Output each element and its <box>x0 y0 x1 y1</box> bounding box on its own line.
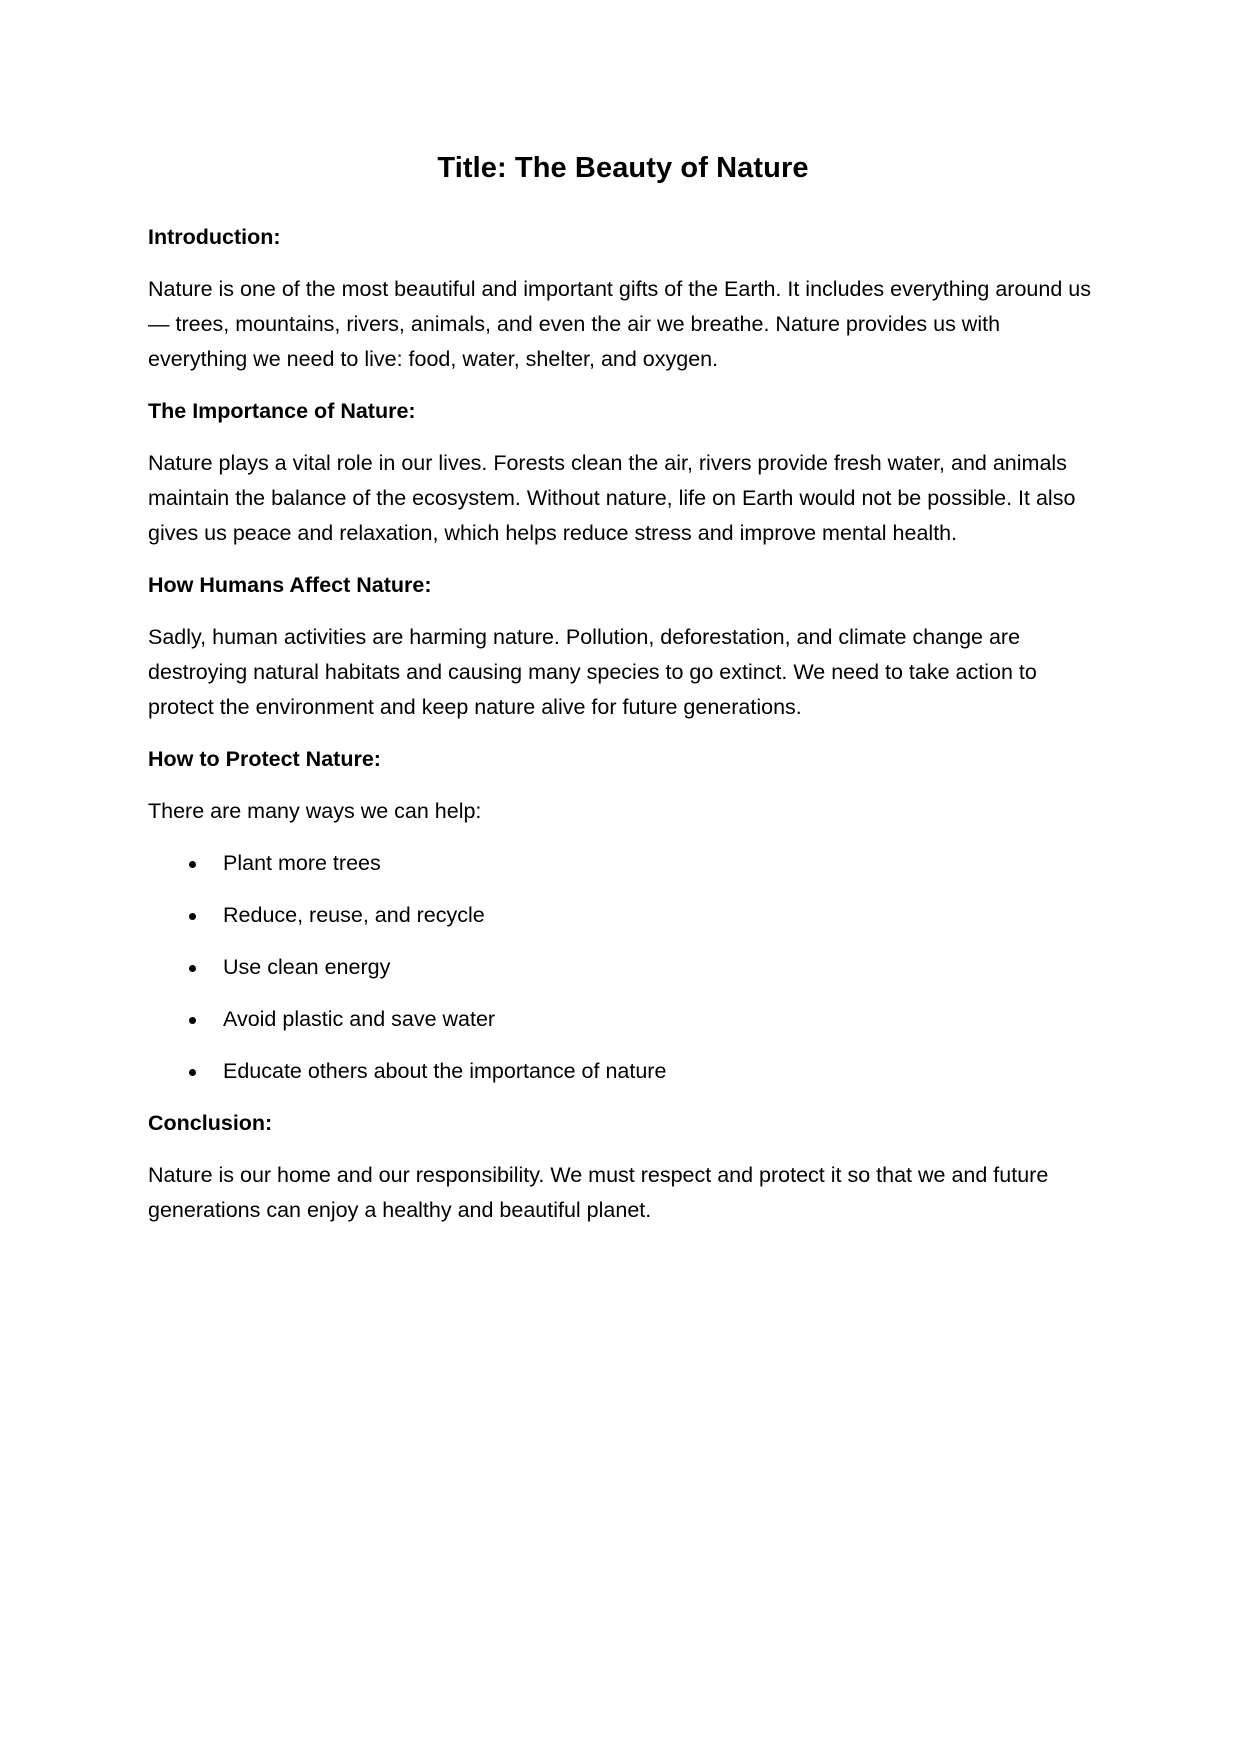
bullet-icon <box>189 1017 196 1024</box>
list-item-text: Avoid plastic and save water <box>223 1007 496 1031</box>
section-heading: Introduction: <box>148 225 281 249</box>
list-item <box>148 950 1098 985</box>
section-importance <box>148 394 1098 551</box>
document-title: Title: The Beauty of Nature <box>437 152 809 184</box>
section-paragraph: There are many ways we can help: <box>148 799 482 823</box>
bullet-icon <box>189 861 196 868</box>
list-item <box>148 846 1098 881</box>
list-item-text: Reduce, reuse, and recycle <box>223 903 485 927</box>
list-item-text: Plant more trees <box>223 851 381 875</box>
section-paragraph: Nature is our home and our responsibility. We must respect and protect it so that we and future generations can enjoy a healthy and beautiful planet. <box>148 1163 1049 1222</box>
section-protect <box>148 742 1098 1089</box>
section-paragraph: Sadly, human activities are harming nature. Pollution, deforestation, and climate change are destroying natural habitats and causing many species to go extinct. We need to take action to protect the environment and keep nature alive for future generations. <box>148 625 1037 719</box>
section-conclusion <box>148 1106 1098 1228</box>
bullet-list <box>148 846 1098 1089</box>
bullet-icon <box>189 1069 196 1076</box>
list-item-text: Educate others about the importance of nature <box>223 1059 667 1083</box>
section-heading: How Humans Affect Nature: <box>148 573 432 597</box>
section-heading: How to Protect Nature: <box>148 747 381 771</box>
bullet-icon <box>189 913 196 920</box>
section-heading: Conclusion: <box>148 1111 273 1135</box>
section-human-impact <box>148 568 1098 725</box>
section-paragraph: Nature plays a vital role in our lives. Forests clean the air, rivers provide fresh water, and animals maintain the balance of the ecosystem. Without nature, life on Earth would not be possible. It also gives us peace and relaxation, which helps reduce stress and improve mental health. <box>148 451 1076 545</box>
section-introduction <box>148 220 1098 377</box>
bullet-icon <box>189 965 196 972</box>
list-item <box>148 1002 1098 1037</box>
section-heading: The Importance of Nature: <box>148 399 416 423</box>
document-page <box>148 140 1098 1245</box>
list-item-text: Use clean energy <box>223 955 391 979</box>
list-item <box>148 1054 1098 1089</box>
list-item <box>148 898 1098 933</box>
section-paragraph: Nature is one of the most beautiful and important gifts of the Earth. It includes everything around us — trees, mountains, rivers, animals, and even the air we breathe. Nature provides us with everything we need to live: food, water, shelter, and oxygen. <box>148 277 1091 371</box>
